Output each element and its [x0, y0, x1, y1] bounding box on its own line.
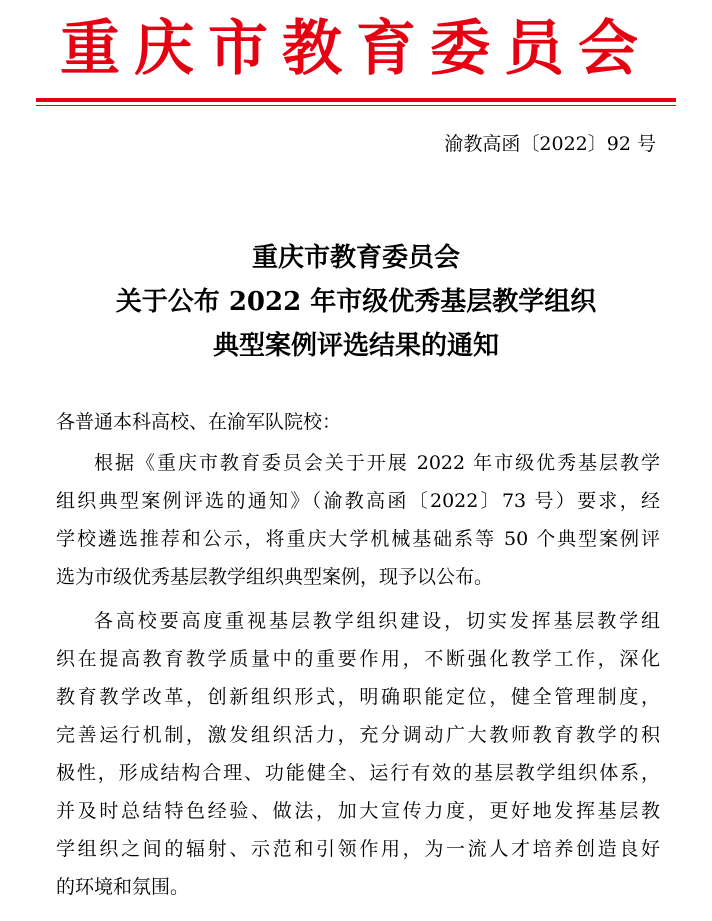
title-line-3: 典型案例评选结果的通知 [212, 331, 499, 361]
paragraph-line: 的环境和氛围。 [56, 876, 190, 898]
paragraph-line: 织在提高教育教学质量中的重要作用，不断强化教学工作，深化 [56, 648, 660, 670]
paragraph-line: 根据《重庆市教育委员会关于开展 2022 年市级优秀基层教学 [94, 452, 660, 474]
title-line-2: 关于公布 2022 年市级优秀基层教学组织 [115, 287, 597, 317]
masthead-title: 重庆市教育委员会 [60, 14, 652, 84]
masthead-rule-thin [36, 105, 676, 106]
paragraph-line: 教育教学改革，创新组织形式，明确职能定位，健全管理制度， [56, 686, 660, 708]
paragraph-line: 学校遴选推荐和公示，将重庆大学机械基础系等 50 个典型案例评 [56, 528, 660, 550]
body-paragraph-1 [56, 444, 660, 596]
masthead-rule-thick [36, 98, 676, 102]
body-paragraph-2 [56, 602, 660, 906]
document-number: 渝教高函〔2022〕92 号 [444, 133, 656, 155]
document-title [36, 236, 676, 368]
paragraph-line: 学组织之间的辐射、示范和引领作用，为一流人才培养创造良好 [56, 838, 660, 860]
paragraph-line: 完善运行机制，激发组织活力，充分调动广大教师教育教学的积 [56, 724, 660, 746]
paragraph-line: 各高校要高度重视基层教学组织建设，切实发挥基层教学组 [94, 610, 660, 632]
paragraph-line: 并及时总结特色经验、做法，加大宣传力度，更好地发挥基层教 [56, 800, 660, 822]
title-line-1: 重庆市教育委员会 [251, 243, 460, 273]
paragraph-line: 极性，形成结构合理、功能健全、运行有效的基层教学组织体系， [56, 762, 660, 784]
paragraph-line: 选为市级优秀基层教学组织典型案例，现予以公布。 [56, 566, 494, 588]
addressee: 各普通本科高校、在渝军队院校： [56, 411, 342, 433]
paragraph-line: 组织典型案例评选的通知》（渝教高函〔2022〕73 号）要求，经 [56, 490, 660, 512]
